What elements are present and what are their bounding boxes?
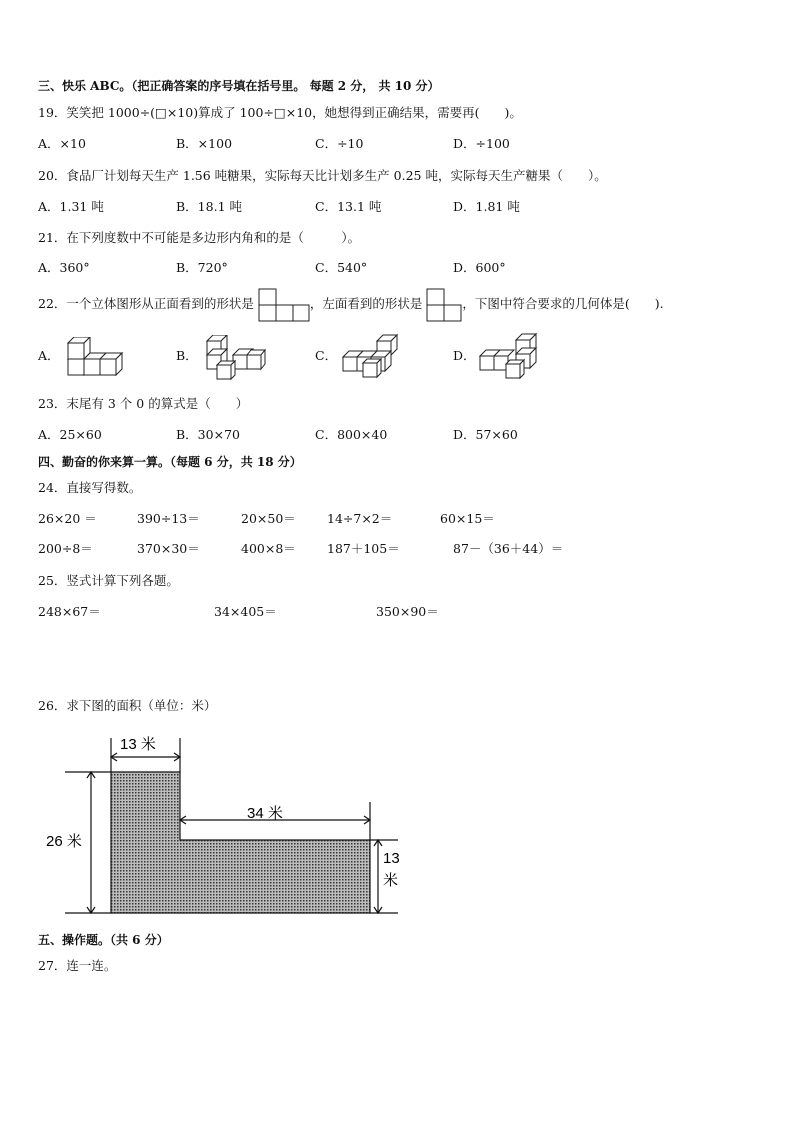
q22-option-b: B． [176, 348, 198, 363]
q24-stem: 24．直接写得数。 [38, 480, 142, 495]
label-left-height: 26 米 [46, 833, 82, 850]
q24-item: 26×20 ＝ [38, 511, 97, 526]
q20-option-c: C．13.1 吨 [315, 199, 382, 214]
q19-option-b: B．×100 [176, 136, 233, 151]
q19-option-a: A．×10 [38, 136, 86, 151]
q20-option-d: D．1.81 吨 [453, 199, 520, 214]
q22-stem-part2: ，左面看到的形状是 [309, 296, 423, 311]
q21-option-d: D．600° [453, 260, 506, 275]
q23-option-b: B．30×70 [176, 427, 240, 442]
area-figure [0, 720, 430, 920]
section4-heading: 四、勤奋的你来算一算。（每题 6 分，共 18 分） [38, 455, 302, 469]
q22-option-c-figure [341, 333, 403, 379]
q22-option-b-figure [203, 335, 267, 381]
q21-stem: 21．在下列度数中不可能是多边形内角和的是（ ）。 [38, 230, 361, 245]
q25-stem: 25．竖式计算下列各题。 [38, 573, 179, 588]
q25-item: 34×405＝ [214, 604, 277, 619]
q24-item: 400×8＝ [241, 541, 296, 556]
q21-option-c: C．540° [315, 260, 368, 275]
label-top-width: 13 米 [120, 736, 156, 753]
section5-heading: 五、操作题。（共 6 分） [38, 933, 169, 947]
q22-option-a: A． [38, 348, 60, 363]
q24-item: 14÷7×2＝ [327, 511, 393, 526]
label-middle-width: 34 米 [247, 805, 283, 822]
q25-item: 350×90＝ [376, 604, 439, 619]
q22-stem [38, 286, 664, 322]
q23-option-d: D．57×60 [453, 427, 518, 442]
q22-option-a-figure [66, 337, 136, 379]
q24-item: 370×30＝ [137, 541, 200, 556]
front-view-figure [258, 288, 310, 322]
q22-option-d: D． [453, 348, 476, 363]
left-view-figure [426, 288, 462, 322]
q22-option-c: C． [315, 348, 338, 363]
q22-option-d-figure [478, 332, 542, 380]
q19-option-c: C．÷10 [315, 136, 364, 151]
q20-option-a: A．1.31 吨 [38, 199, 104, 214]
label-right-number: 13 [383, 850, 400, 867]
q21-option-b: B．720° [176, 260, 228, 275]
q27-stem: 27．连一连。 [38, 958, 117, 973]
q20-stem: 20．食品厂计划每天生产 1.56 吨糖果，实际每天比计划多生产 0.25 吨，实际每天生产糖果（ ）。 [38, 168, 607, 183]
q21-option-a: A．360° [38, 260, 90, 275]
q24-item: 200÷8＝ [38, 541, 93, 556]
q23-stem: 23．末尾有 3 个 0 的算式是（ ） [38, 396, 249, 411]
q24-item: 87－（36＋44）＝ [453, 541, 564, 556]
q22-stem-part3: ，下图中符合要求的几何体是( ). [462, 296, 664, 311]
l-shape-region [111, 772, 370, 913]
q19-stem: 19．笑笑把 1000÷(□×10)算成了 100÷□×10，她想得到正确结果，需要再( )。 [38, 105, 522, 120]
q24-item: 187＋105＝ [327, 541, 400, 556]
section3-heading: 三、快乐 ABC。（把正确答案的序号填在括号里。 每题 2 分， 共 10 分） [38, 79, 440, 93]
q22-stem-part1: 22．一个立体图形从正面看到的形状是 [38, 296, 254, 311]
q25-item: 248×67＝ [38, 604, 101, 619]
q24-item: 20×50＝ [241, 511, 296, 526]
q20-option-b: B．18.1 吨 [176, 199, 242, 214]
q24-item: 60×15＝ [440, 511, 495, 526]
q23-option-a: A．25×60 [38, 427, 102, 442]
q23-option-c: C．800×40 [315, 427, 388, 442]
q24-item: 390÷13＝ [137, 511, 200, 526]
q26-stem: 26．求下图的面积（单位：米） [38, 698, 217, 713]
q19-option-d: D．÷100 [453, 136, 510, 151]
label-right-unit: 米 [383, 872, 399, 889]
